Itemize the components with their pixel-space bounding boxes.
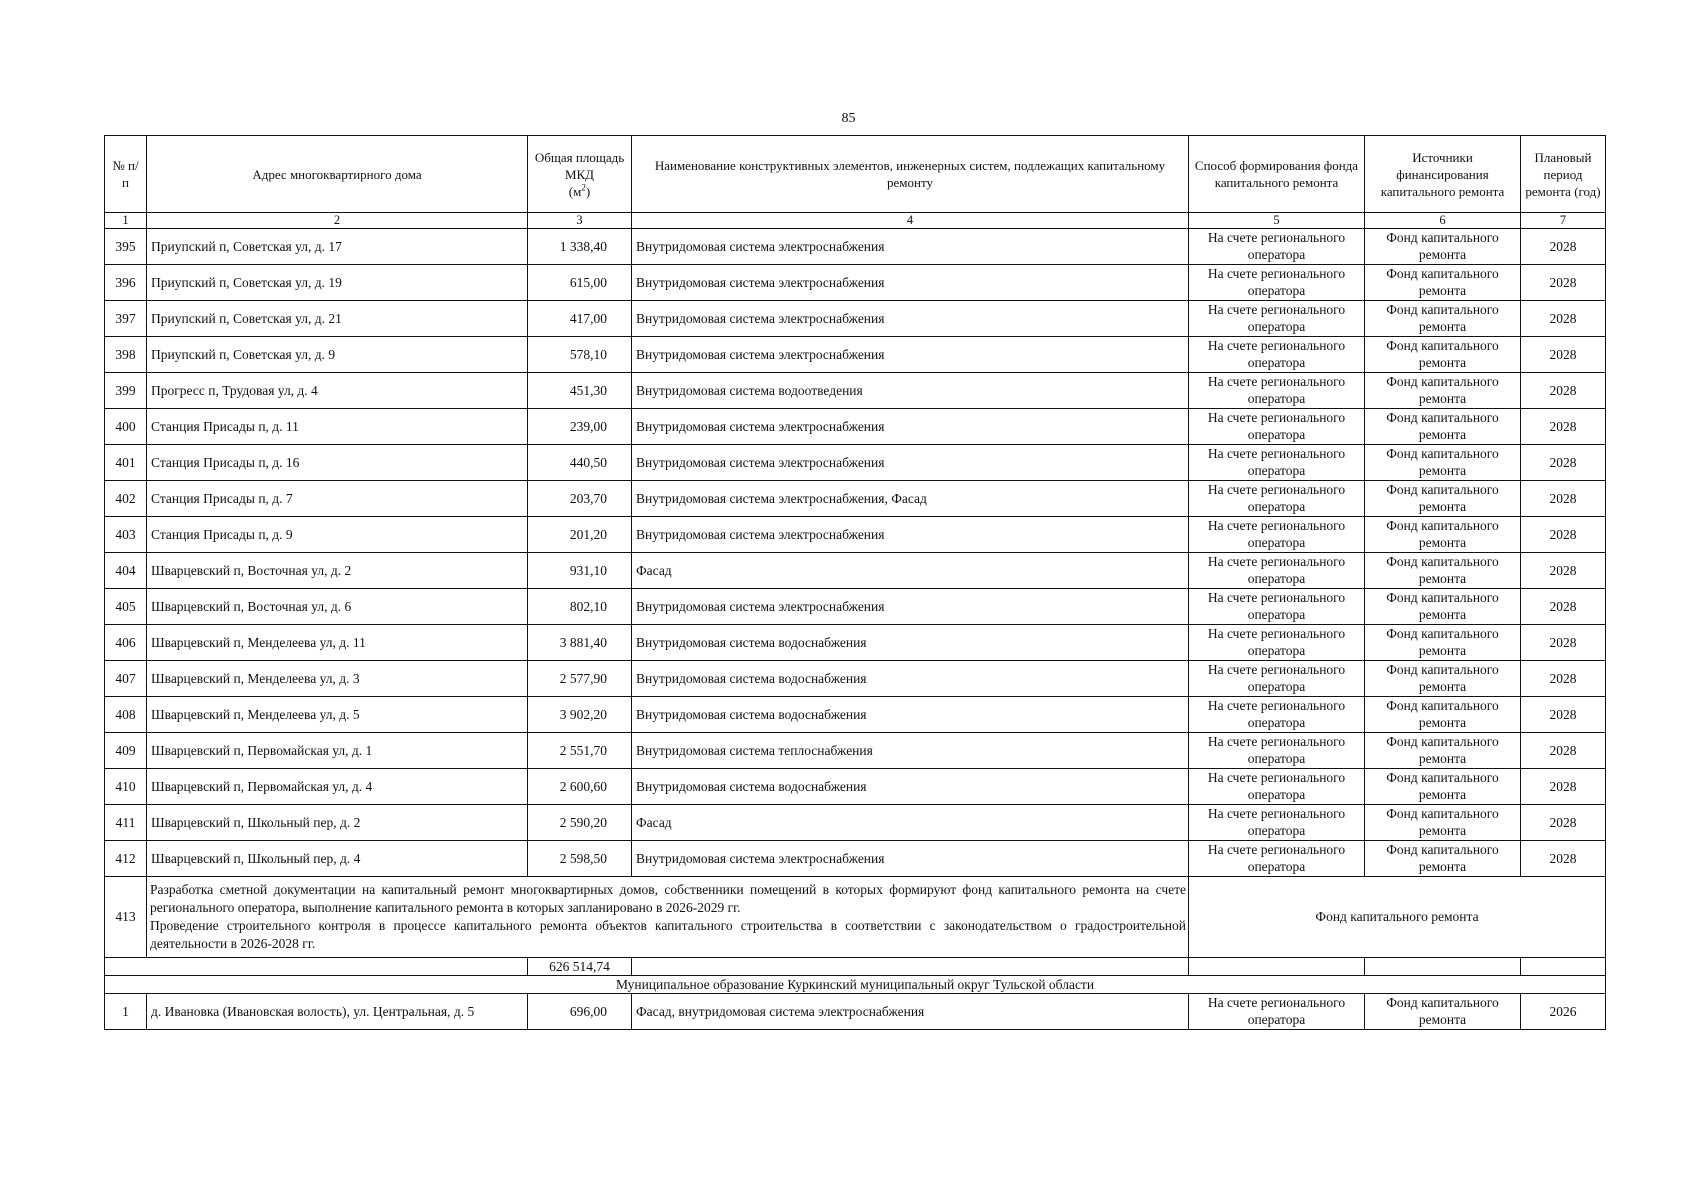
row-area: 615,00 (528, 265, 632, 301)
header-num: № п/п (105, 136, 147, 213)
row-method: На счете регионального оператора (1189, 553, 1365, 589)
total-area: 626 514,74 (528, 958, 632, 976)
row-address: Шварцевский п, Школьный пер, д. 2 (147, 805, 528, 841)
row-year: 2028 (1521, 733, 1606, 769)
row-year: 2028 (1521, 625, 1606, 661)
note-text-1: Разработка сметной документации на капитальный ремонт многоквартирных домов, собственники помещений в которых формируют фонд капитального ремонта на счете регионального оператора, выполнение капитального ремонта в которых запланировано в 2026-2029 гг. (150, 882, 1186, 915)
row-area: 802,10 (528, 589, 632, 625)
row-area: 451,30 (528, 373, 632, 409)
row-source: Фонд капитального ремонта (1365, 553, 1521, 589)
total-empty (1189, 958, 1365, 976)
row-year: 2028 (1521, 445, 1606, 481)
row-method: На счете регионального оператора (1189, 733, 1365, 769)
row-source: Фонд капитального ремонта (1365, 805, 1521, 841)
row-source: Фонд капитального ремонта (1365, 697, 1521, 733)
row-num: 403 (105, 517, 147, 553)
row-num: 399 (105, 373, 147, 409)
row-address: Приупский п, Советская ул, д. 19 (147, 265, 528, 301)
table-row (105, 661, 1606, 697)
row-elements: Внутридомовая система теплоснабжения (632, 733, 1189, 769)
header-area-unit-close: ) (585, 183, 591, 199)
row-year: 2028 (1521, 409, 1606, 445)
row-source: Фонд капитального ремонта (1365, 517, 1521, 553)
row-area: 2 577,90 (528, 661, 632, 697)
row-method: На счете регионального оператора (1189, 517, 1365, 553)
row-num: 395 (105, 229, 147, 265)
header-address: Адрес многоквартирного дома (147, 136, 528, 213)
total-empty (632, 958, 1189, 976)
table-header-row (105, 136, 1606, 213)
table-row (105, 625, 1606, 661)
row-source: Фонд капитального ремонта (1365, 769, 1521, 805)
row-elements: Фасад (632, 553, 1189, 589)
row-method: На счете регионального оператора (1189, 697, 1365, 733)
row-method: На счете регионального оператора (1189, 589, 1365, 625)
row-area: 696,00 (528, 994, 632, 1030)
page-number: 85 (841, 111, 856, 126)
row-year: 2028 (1521, 337, 1606, 373)
row-year: 2028 (1521, 589, 1606, 625)
row-method: На счете регионального оператора (1189, 994, 1365, 1030)
header-method: Способ формирования фонда капитального ремонта (1189, 136, 1365, 213)
row-area: 2 551,70 (528, 733, 632, 769)
table-row (105, 265, 1606, 301)
row-source: Фонд капитального ремонта (1365, 445, 1521, 481)
row-source: Фонд капитального ремонта (1365, 337, 1521, 373)
row-source: Фонд капитального ремонта (1365, 733, 1521, 769)
table-row (105, 301, 1606, 337)
row-method: На счете регионального оператора (1189, 265, 1365, 301)
row-source: Фонд капитального ремонта (1365, 661, 1521, 697)
row-method: На счете регионального оператора (1189, 481, 1365, 517)
row-year: 2028 (1521, 373, 1606, 409)
header-area-label: Общая площадь МКД (534, 149, 625, 182)
row-num: 400 (105, 409, 147, 445)
column-number: 1 (105, 213, 147, 229)
table-row (105, 337, 1606, 373)
row-elements: Внутридомовая система электроснабжения (632, 301, 1189, 337)
row-area: 2 600,60 (528, 769, 632, 805)
row-area: 1 338,40 (528, 229, 632, 265)
row-area: 931,10 (528, 553, 632, 589)
row-elements: Внутридомовая система водоотведения (632, 373, 1189, 409)
row-method: На счете регионального оператора (1189, 445, 1365, 481)
row-elements: Фасад, внутридомовая система электроснабжения (632, 994, 1189, 1030)
row-year: 2026 (1521, 994, 1606, 1030)
column-numbers-row (105, 213, 1606, 229)
table-row (105, 769, 1606, 805)
row-address: Станция Присады п, д. 9 (147, 517, 528, 553)
row-address: Станция Присады п, д. 11 (147, 409, 528, 445)
row-num: 396 (105, 265, 147, 301)
row-year: 2028 (1521, 517, 1606, 553)
row-num: 406 (105, 625, 147, 661)
row-year: 2028 (1521, 697, 1606, 733)
row-area: 3 881,40 (528, 625, 632, 661)
note-text-2: Проведение строительного контроля в процессе капитального ремонта объектов капитального строительства в соответствии с законодательством о градостроительной деятельности в 2026-2028 гг. (150, 918, 1186, 951)
row-address: Шварцевский п, Первомайская ул, д. 4 (147, 769, 528, 805)
row-year: 2028 (1521, 769, 1606, 805)
row-source: Фонд капитального ремонта (1365, 841, 1521, 877)
note-num: 413 (105, 877, 147, 958)
row-address: Шварцевский п, Менделеева ул, д. 5 (147, 697, 528, 733)
row-method: На счете регионального оператора (1189, 769, 1365, 805)
column-number: 3 (528, 213, 632, 229)
row-elements: Внутридомовая система электроснабжения (632, 265, 1189, 301)
row-elements: Внутридомовая система электроснабжения (632, 589, 1189, 625)
header-area-unit-sup: 2 (581, 182, 586, 193)
row-elements: Фасад (632, 805, 1189, 841)
row-method: На счете регионального оператора (1189, 661, 1365, 697)
total-empty (105, 958, 528, 976)
row-area: 203,70 (528, 481, 632, 517)
row-area: 2 590,20 (528, 805, 632, 841)
table-row (105, 589, 1606, 625)
header-area-unit: (м (568, 183, 582, 199)
row-area: 417,00 (528, 301, 632, 337)
row-address: Станция Присады п, д. 7 (147, 481, 528, 517)
table-row (105, 481, 1606, 517)
row-elements: Внутридомовая система водоснабжения (632, 625, 1189, 661)
total-row (105, 958, 1606, 976)
row-num: 401 (105, 445, 147, 481)
row-num: 407 (105, 661, 147, 697)
column-number: 2 (147, 213, 528, 229)
row-source: Фонд капитального ремонта (1365, 481, 1521, 517)
row-address: Шварцевский п, Восточная ул, д. 6 (147, 589, 528, 625)
table-row (105, 805, 1606, 841)
note-text (147, 877, 1189, 958)
row-year: 2028 (1521, 301, 1606, 337)
table-row (105, 841, 1606, 877)
row-num: 397 (105, 301, 147, 337)
row-method: На счете регионального оператора (1189, 229, 1365, 265)
row-address: Шварцевский п, Восточная ул, д. 2 (147, 553, 528, 589)
row-year: 2028 (1521, 229, 1606, 265)
row-num: 404 (105, 553, 147, 589)
table-row (105, 994, 1606, 1030)
row-address: Станция Присады п, д. 16 (147, 445, 528, 481)
row-num: 410 (105, 769, 147, 805)
table-row (105, 445, 1606, 481)
row-num: 398 (105, 337, 147, 373)
row-source: Фонд капитального ремонта (1365, 229, 1521, 265)
total-empty (1521, 958, 1606, 976)
header-source: Источники финансирования капитального ремонта (1365, 136, 1521, 213)
row-address: д. Ивановка (Ивановская волость), ул. Центральная, д. 5 (147, 994, 528, 1030)
row-area: 440,50 (528, 445, 632, 481)
row-year: 2028 (1521, 805, 1606, 841)
row-num: 411 (105, 805, 147, 841)
section-row (105, 976, 1606, 994)
header-area (528, 136, 632, 213)
row-source: Фонд капитального ремонта (1365, 409, 1521, 445)
header-period: Плановый период ремонта (год) (1521, 136, 1606, 213)
row-elements: Внутридомовая система водоснабжения (632, 769, 1189, 805)
row-address: Шварцевский п, Менделеева ул, д. 3 (147, 661, 528, 697)
row-method: На счете регионального оператора (1189, 337, 1365, 373)
row-method: На счете регионального оператора (1189, 625, 1365, 661)
table-row (105, 373, 1606, 409)
row-source: Фонд капитального ремонта (1365, 994, 1521, 1030)
row-source: Фонд капитального ремонта (1365, 589, 1521, 625)
row-source: Фонд капитального ремонта (1365, 373, 1521, 409)
row-area: 239,00 (528, 409, 632, 445)
row-elements: Внутридомовая система электроснабжения (632, 445, 1189, 481)
table-row (105, 517, 1606, 553)
header-elements: Наименование конструктивных элементов, инженерных систем, подлежащих капитальному ремонту (632, 136, 1189, 213)
row-address: Шварцевский п, Менделеева ул, д. 11 (147, 625, 528, 661)
row-area: 578,10 (528, 337, 632, 373)
row-year: 2028 (1521, 265, 1606, 301)
row-method: На счете регионального оператора (1189, 805, 1365, 841)
row-area: 2 598,50 (528, 841, 632, 877)
row-elements: Внутридомовая система водоснабжения (632, 697, 1189, 733)
row-year: 2028 (1521, 553, 1606, 589)
table-row (105, 409, 1606, 445)
row-elements: Внутридомовая система электроснабжения (632, 841, 1189, 877)
row-area: 3 902,20 (528, 697, 632, 733)
row-elements: Внутридомовая система электроснабжения, Фасад (632, 481, 1189, 517)
column-number: 6 (1365, 213, 1521, 229)
row-method: На счете регионального оператора (1189, 373, 1365, 409)
column-number: 7 (1521, 213, 1606, 229)
row-method: На счете регионального оператора (1189, 301, 1365, 337)
row-elements: Внутридомовая система электроснабжения (632, 337, 1189, 373)
row-num: 402 (105, 481, 147, 517)
table-row (105, 553, 1606, 589)
section-title: Муниципальное образование Куркинский муниципальный округ Тульской области (105, 976, 1606, 994)
row-area: 201,20 (528, 517, 632, 553)
row-elements: Внутридомовая система электроснабжения (632, 517, 1189, 553)
row-method: На счете регионального оператора (1189, 841, 1365, 877)
row-address: Шварцевский п, Школьный пер, д. 4 (147, 841, 528, 877)
row-year: 2028 (1521, 841, 1606, 877)
row-method: На счете регионального оператора (1189, 409, 1365, 445)
row-address: Приупский п, Советская ул, д. 17 (147, 229, 528, 265)
row-address: Шварцевский п, Первомайская ул, д. 1 (147, 733, 528, 769)
row-num: 409 (105, 733, 147, 769)
row-address: Приупский п, Советская ул, д. 21 (147, 301, 528, 337)
column-number: 5 (1189, 213, 1365, 229)
row-address: Приупский п, Советская ул, д. 9 (147, 337, 528, 373)
total-empty (1365, 958, 1521, 976)
column-number: 4 (632, 213, 1189, 229)
table-row (105, 229, 1606, 265)
capital-repair-table (104, 135, 1606, 1030)
row-elements: Внутридомовая система электроснабжения (632, 409, 1189, 445)
note-row (105, 877, 1606, 958)
row-num: 1 (105, 994, 147, 1030)
row-source: Фонд капитального ремонта (1365, 301, 1521, 337)
row-num: 405 (105, 589, 147, 625)
note-fund: Фонд капитального ремонта (1189, 877, 1606, 958)
row-address: Прогресс п, Трудовая ул, д. 4 (147, 373, 528, 409)
row-year: 2028 (1521, 481, 1606, 517)
row-source: Фонд капитального ремонта (1365, 625, 1521, 661)
row-elements: Внутридомовая система водоснабжения (632, 661, 1189, 697)
row-year: 2028 (1521, 661, 1606, 697)
row-source: Фонд капитального ремонта (1365, 265, 1521, 301)
row-elements: Внутридомовая система электроснабжения (632, 229, 1189, 265)
table-row (105, 733, 1606, 769)
row-num: 408 (105, 697, 147, 733)
table-row (105, 697, 1606, 733)
row-num: 412 (105, 841, 147, 877)
